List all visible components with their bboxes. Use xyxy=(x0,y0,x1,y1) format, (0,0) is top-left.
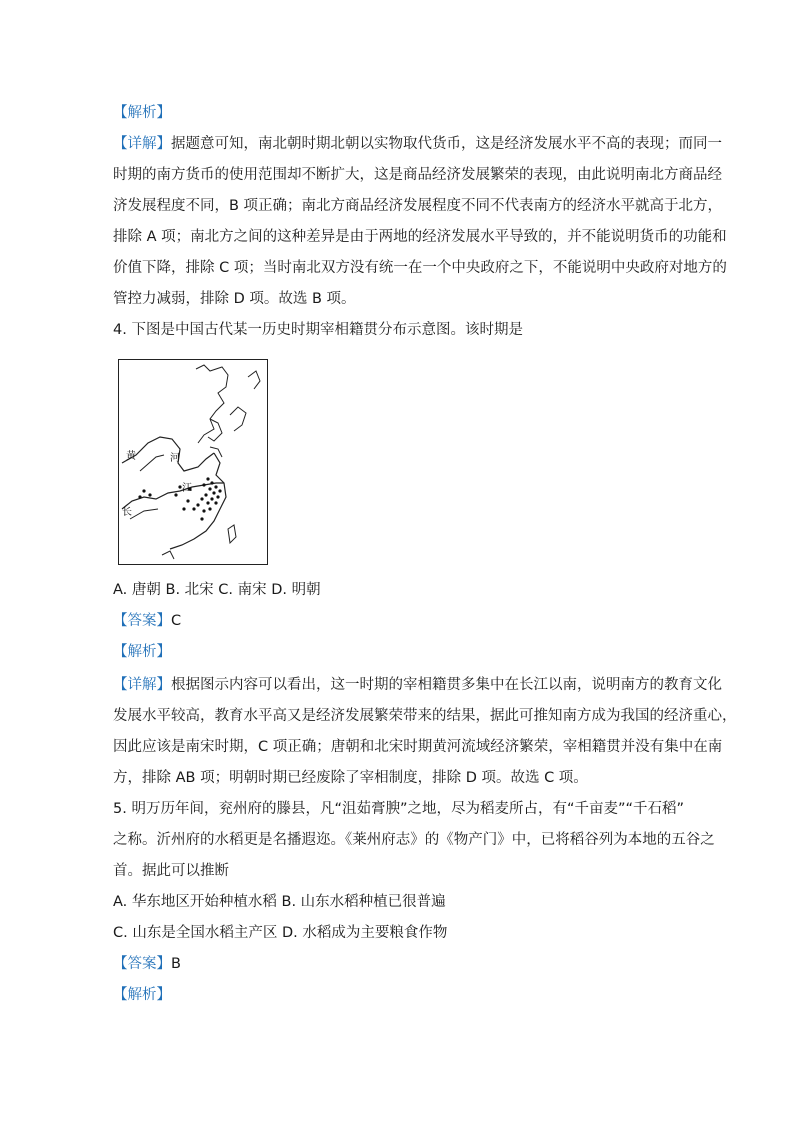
detail-paragraph-line: 方，排除 AB 项；明朝时期已经废除了宰相制度，排除 D 项。故选 C 项。 xyxy=(113,770,588,786)
detail-paragraph-line: 济发展程度不同，B 项正确；南北方商品经济发展程度不同不代表南方的经济水平就高于北方， xyxy=(113,198,723,214)
detail-paragraph-line: 排除 A 项；南北方之间的这种差异是由于两地的经济发展水平导致的，并不能说明货币的功能和 xyxy=(113,229,727,245)
question-4-answer xyxy=(113,611,181,631)
detail-paragraph-line: 因此应该是南宋时期，C 项正确；唐朝和北宋时期黄河流域经济繁荣，宰相籍贯并没有集中在南 xyxy=(113,739,723,755)
label-he: 河 xyxy=(170,453,180,464)
question-5-stem-line: 之称。沂州府的水稻更是名播遐迩。《莱州府志》的《物产门》中，已将稻谷列为本地的五谷之 xyxy=(113,832,715,848)
answer-tag: 【答案】 xyxy=(113,956,171,972)
answer-value: C xyxy=(171,613,182,629)
detail-tag: 【详解】 xyxy=(113,677,171,693)
answer-tag: 【答案】 xyxy=(113,613,171,629)
question-5-stem-line: 5. 明万历年间，兖州府的滕县，凡“沮茹膏腴”之地，尽为稻麦所占，有“千亩麦”“千石稻” xyxy=(113,801,685,817)
question-4-options: A. 唐朝 B. 北宋 C. 南宋 D. 明朝 xyxy=(113,582,321,598)
label-huang: 黄 xyxy=(126,451,136,462)
detail-paragraph-line: 管控力减弱，排除 D 项。故选 B 项。 xyxy=(113,291,356,307)
chancellor-origin-map xyxy=(118,359,268,565)
detail-paragraph-line: 发展水平较高，教育水平高又是经济发展繁荣带来的结果，据此可推知南方成为我国的经济重心， xyxy=(113,708,737,724)
analysis-heading: 【解析】 xyxy=(113,987,171,1003)
question-5-answer xyxy=(113,954,181,974)
detail-paragraph-line: 【详解】根据图示内容可以看出，这一时期的宰相籍贯多集中在长江以南，说明南方的教育文化 xyxy=(113,677,722,693)
question-5-stem-line: 首。据此可以推断 xyxy=(113,863,229,879)
question-5-options-row: C. 山东是全国水稻主产区 D. 水稻成为主要粮食作物 xyxy=(113,925,448,941)
detail-paragraph-line: 价值下降，排除 C 项；当时南北双方没有统一在一个中央政府之下，不能说明中央政府对地方的 xyxy=(113,260,727,276)
label-chang: 长 xyxy=(122,507,132,518)
answer-value: B xyxy=(171,956,181,972)
question-5-options-row: A. 华东地区开始种植水稻 B. 山东水稻种植已很普遍 xyxy=(113,894,446,910)
label-jiang: 江 xyxy=(182,483,192,494)
detail-paragraph-line: 时期的南方货币的使用范围却不断扩大，这是商品经济发展繁荣的表现，由此说明南北方商品经 xyxy=(113,167,722,183)
analysis-heading: 【解析】 xyxy=(113,105,171,121)
detail-paragraph-line: 【详解】据题意可知，南北朝时期北朝以实物取代货币，这是经济发展水平不高的表现；而同一 xyxy=(113,136,722,152)
analysis-heading: 【解析】 xyxy=(113,644,171,660)
detail-tag: 【详解】 xyxy=(113,136,171,152)
question-4-stem: 4. 下图是中国古代某一历史时期宰相籍贯分布示意图。该时期是 xyxy=(113,322,523,338)
